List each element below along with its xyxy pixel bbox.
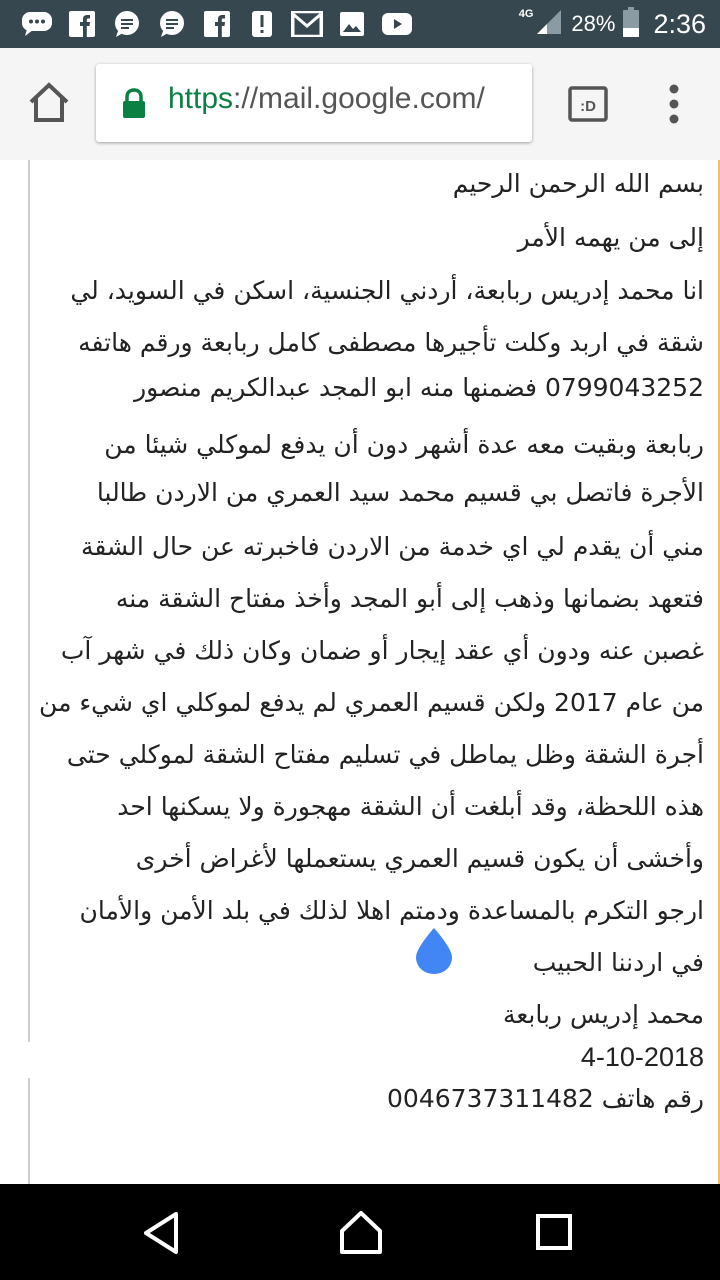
email-line: شقة في اربد وكلت تأجيرها مصطفى كامل ربابعة ورقم هاتفه <box>78 328 704 357</box>
email-line: في اردننا الحبيب <box>532 948 704 977</box>
email-phone: رقم هاتف 0046737311482 <box>387 1084 704 1113</box>
clock: 2:36 <box>653 8 706 39</box>
email-line: 0799043252 فضمنها منه ابو المجد عبدالكريم منصور <box>134 373 704 402</box>
browser-toolbar <box>0 48 720 160</box>
message-bubble-icon <box>110 8 144 40</box>
navigation-bar <box>0 1184 720 1280</box>
overflow-menu-button[interactable] <box>664 84 684 124</box>
email-line: فتعهد بضمانها وذهب إلى أبو المجد وأخذ مفتاح الشقة منه <box>115 584 704 613</box>
notification-icons <box>20 8 425 40</box>
recents-button[interactable] <box>530 1208 580 1258</box>
email-line: إلى من يهمه الأمر <box>517 223 704 252</box>
email-line: غصبن عنه ودون أي عقد إيجار أو ضمان وكان ذلك في شهر آب <box>60 636 704 665</box>
email-signature: محمد إدريس ربابعة <box>502 1000 704 1029</box>
lock-icon <box>120 88 148 120</box>
status-bar <box>0 0 720 48</box>
email-line: ارجو التكرم بالمساعدة ودمتم اهلا لذلك في بلد الأمن والأمان <box>79 896 704 925</box>
reader-mode-button[interactable] <box>568 86 608 122</box>
email-date: 4-10-2018 <box>580 1042 704 1072</box>
reader-mode-label: :D <box>580 98 596 115</box>
url-scheme: https <box>168 82 234 115</box>
back-triangle-icon <box>136 1208 186 1258</box>
alert-icon <box>245 8 279 40</box>
home-button[interactable] <box>26 80 72 126</box>
more-vert-icon <box>664 84 684 124</box>
facebook-icon <box>65 8 99 40</box>
email-line: من عام 2017 ولكن قسيم العمري لم يدفع لموكلي اي شيء من <box>39 688 704 717</box>
email-line: هذه اللحظة، وقد أبلغت أن الشقة مهجورة ولا يسكنها احد <box>117 792 704 821</box>
image-icon <box>335 8 369 40</box>
email-line: وأخشى أن يكون قسيم العمري يستعملها لأغراض أخرى <box>135 844 704 873</box>
email-line: الأجرة فاتصل بي قسيم محمد سيد العمري من الاردن طالبا <box>96 478 704 507</box>
reader-mode-icon <box>568 86 608 122</box>
email-line: انا محمد إدريس ربابعة، أردني الجنسية، اسكن في السويد، لي <box>70 276 704 305</box>
message-bubble-icon <box>155 8 189 40</box>
drop-handle-icon <box>414 926 454 976</box>
signal-icon <box>535 8 563 41</box>
email-line: مني أن يقدم لي اي خدمة من الاردن فاخبرته عن حال الشقة <box>80 532 704 561</box>
facebook-icon <box>200 8 234 40</box>
url-host: ://mail.google.com/ <box>233 82 485 115</box>
battery-icon <box>623 7 639 42</box>
message-bubble-icon <box>20 8 54 40</box>
quote-bar <box>28 1078 30 1184</box>
quote-bar <box>28 160 30 1042</box>
email-line: أجرة الشقة وظل يماطل في تسليم مفتاح الشقة لموكلي حتى <box>66 740 704 769</box>
network-type: 4G <box>518 8 534 20</box>
text-selection-handle[interactable] <box>414 926 454 976</box>
back-button[interactable] <box>136 1208 186 1258</box>
email-body <box>0 160 720 1184</box>
home-icon <box>26 80 72 126</box>
youtube-icon <box>380 8 414 40</box>
status-indicators <box>519 0 706 48</box>
email-line: بسم الله الرحمن الرحيم <box>452 169 704 198</box>
home-outline-icon <box>336 1208 386 1258</box>
home-nav-button[interactable] <box>336 1208 386 1258</box>
gmail-icon <box>290 8 324 40</box>
email-line: ربابعة وبقيت معه عدة أشهر دون أن يدفع لموكلي شيئا من <box>104 430 704 459</box>
url-text <box>168 82 485 116</box>
square-icon <box>530 1208 580 1258</box>
battery-percent: 28% <box>571 11 616 36</box>
address-bar[interactable] <box>96 64 532 142</box>
